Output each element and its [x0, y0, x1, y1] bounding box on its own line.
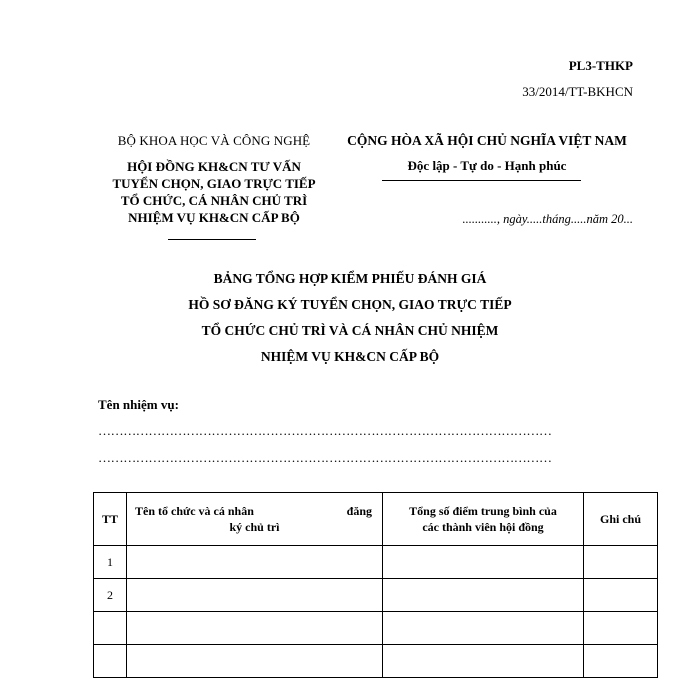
cell-organization[interactable] [127, 645, 383, 678]
national-motto: Độc lập - Tự do - Hạnh phúc [407, 158, 567, 173]
document-title [90, 266, 610, 370]
council-line: TỔ CHỨC, CÁ NHÂN CHỦ TRÌ [120, 193, 308, 208]
council-line: HỘI ĐỒNG KH&CN TƯ VẤN [127, 159, 301, 174]
task-name-label: Tên nhiệm vụ: [98, 397, 179, 412]
country-name: CỘNG HÒA XÃ HỘI CHỦ NGHĨA VIỆT NAM [347, 133, 627, 148]
cell-note[interactable] [584, 579, 658, 612]
cell-score[interactable] [383, 579, 584, 612]
cell-organization[interactable] [127, 546, 383, 579]
council-name [92, 158, 336, 226]
table-header-row [94, 493, 658, 546]
cell-note[interactable] [584, 612, 658, 645]
national-header [337, 133, 637, 174]
circular-number: 33/2014/TT-BKHCN [522, 84, 633, 99]
cell-score[interactable] [383, 546, 584, 579]
title-line: BẢNG TỔNG HỢP KIỂM PHIẾU ĐÁNH GIÁ [213, 271, 487, 286]
cell-note[interactable] [584, 546, 658, 579]
header-organization [127, 493, 383, 546]
cell-organization[interactable] [127, 612, 383, 645]
cell-tt: 1 [94, 546, 127, 579]
header-score [383, 493, 584, 546]
header-organization-part3: ký chủ trì [229, 520, 280, 534]
summary-table [93, 492, 658, 678]
council-line: TUYỂN CHỌN, GIAO TRỰC TIẾP [112, 176, 316, 191]
table-row [94, 645, 658, 678]
cell-tt: 2 [94, 579, 127, 612]
cell-score[interactable] [383, 645, 584, 678]
task-name-line: ……………………………………………………………………………………………… [98, 423, 552, 438]
authority-underline [168, 239, 256, 240]
council-line: NHIỆM VỤ KH&CN CẤP BỘ [128, 210, 300, 225]
table-row [94, 579, 658, 612]
task-name-line: ……………………………………………………………………………………………… [98, 450, 552, 465]
header-organization-part2: đăng [346, 504, 372, 518]
cell-tt [94, 645, 127, 678]
issuing-authority [92, 133, 336, 226]
cell-note[interactable] [584, 645, 658, 678]
cell-score[interactable] [383, 612, 584, 645]
ministry-name: BỘ KHOA HỌC VÀ CÔNG NGHỆ [117, 133, 311, 148]
form-code: PL3-THKP [568, 58, 633, 73]
date-line: ..........., ngày.....tháng.....năm 20... [462, 212, 633, 226]
title-line: TỔ CHỨC CHỦ TRÌ VÀ CÁ NHÂN CHỦ NHIỆM [201, 323, 499, 338]
cell-tt [94, 612, 127, 645]
header-organization-part1: Tên tổ chức và cá nhân [135, 504, 254, 518]
cell-organization[interactable] [127, 579, 383, 612]
header-score-line: các thành viên hội đồng [422, 520, 544, 534]
header-score-line: Tổng số điểm trung bình của [409, 504, 557, 518]
title-line: HỒ SƠ ĐĂNG KÝ TUYỂN CHỌN, GIAO TRỰC TIẾP [188, 297, 512, 312]
title-line: NHIỆM VỤ KH&CN CẤP BỘ [260, 349, 440, 364]
header-note: Ghi chú [584, 493, 658, 546]
header-tt: TT [94, 493, 127, 546]
table-row [94, 612, 658, 645]
table-row [94, 546, 658, 579]
motto-underline [382, 180, 581, 181]
